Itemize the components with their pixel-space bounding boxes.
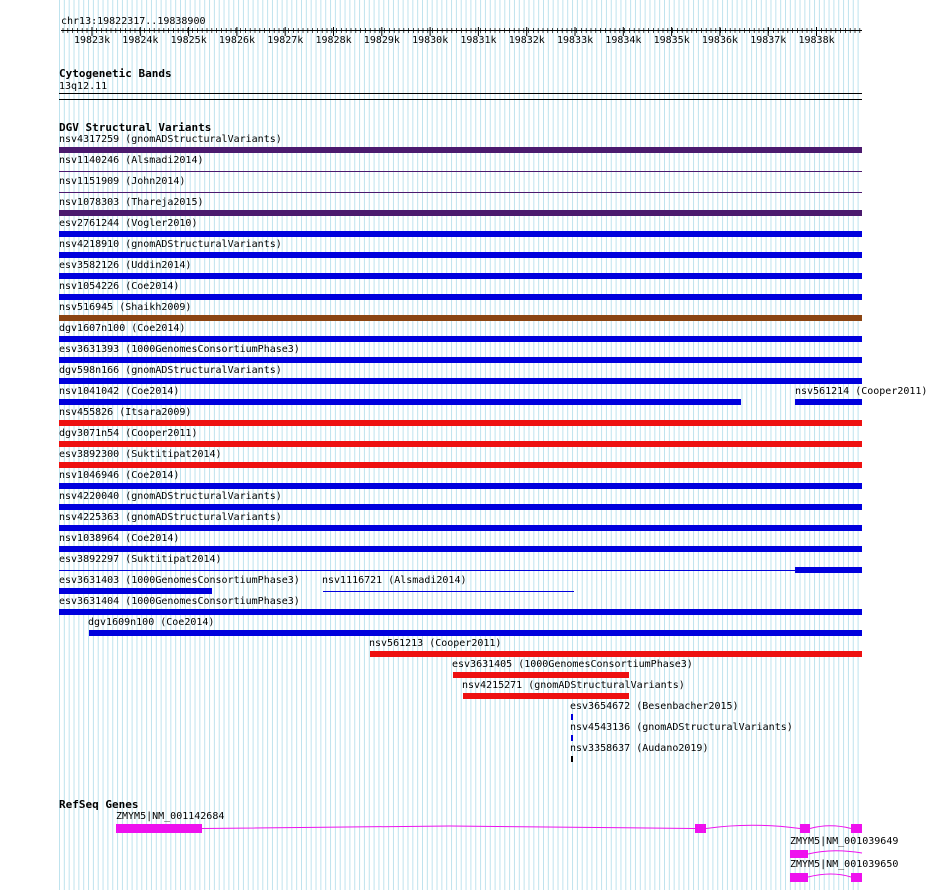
ruler-tick-label: 19835k [653, 35, 690, 46]
ruler-tick-label: 19823k [74, 35, 111, 46]
ruler-tick-label: 19825k [170, 35, 207, 46]
dgv-feature-label[interactable]: nsv1116721 (Alsmadi2014) [322, 575, 467, 586]
cytoband-label: 13q12.11 [59, 81, 108, 92]
dgv-feature-label[interactable]: esv3631404 (1000GenomesConsortiumPhase3) [59, 596, 300, 607]
ruler-tick-label: 19832k [508, 35, 545, 46]
dgv-feature-label[interactable]: nsv516945 (Shaikh2009) [59, 302, 192, 313]
dgv-feature-label[interactable]: dgv1607n100 (Coe2014) [59, 323, 186, 334]
dgv-feature-label[interactable]: dgv1609n100 (Coe2014) [88, 617, 215, 628]
dgv-feature-label[interactable]: nsv1054226 (Coe2014) [59, 281, 180, 292]
dgv-feature-label[interactable]: nsv561214 (Cooper2011) [795, 386, 927, 397]
gene-intron [810, 826, 851, 829]
dgv-feature-label[interactable]: esv3582126 (Uddin2014) [59, 260, 192, 271]
ruler-tick-label: 19833k [557, 35, 594, 46]
dgv-feature-label[interactable]: nsv3358637 (Audano2019) [570, 743, 709, 754]
refseq-gene-label[interactable]: ZMYM5|NM_001039649 [790, 836, 899, 847]
gene-intron [808, 874, 851, 877]
ruler-tick-label: 19830k [412, 35, 449, 46]
dgv-feature-label[interactable]: nsv561213 (Cooper2011) [369, 638, 502, 649]
gene-intron [706, 825, 800, 828]
dgv-feature-label[interactable]: nsv4218910 (gnomADStructuralVariants) [59, 239, 282, 250]
ruler-tick-label: 19836k [701, 35, 739, 46]
ruler-tick-label: 19827k [267, 35, 304, 46]
gene-exon [851, 873, 862, 882]
ruler-tick-label: 19837k [750, 35, 787, 46]
dgv-feature-label[interactable]: nsv1078303 (Thareja2015) [59, 197, 204, 208]
refseq-gene-label[interactable]: ZMYM5|NM_001039650 [790, 859, 899, 870]
gene-intron [808, 851, 862, 854]
dgv-feature-label[interactable]: nsv1151909 (John2014) [59, 176, 186, 187]
dgv-feature-label[interactable]: nsv4317259 (gnomADStructuralVariants) [59, 134, 282, 145]
coordinate-readout: chr13:19822317..19838900 [61, 16, 206, 27]
ruler-tick-label: 19828k [315, 35, 352, 46]
ruler-tick-label: 19829k [363, 35, 400, 46]
refseq-track-title: RefSeq Genes [59, 798, 139, 811]
dgv-feature-label[interactable]: nsv4225363 (gnomADStructuralVariants) [59, 512, 282, 523]
dgv-feature-label[interactable]: esv3654672 (Besenbacher2015) [570, 701, 739, 712]
dgv-feature-label[interactable]: esv2761244 (Vogler2010) [59, 218, 198, 229]
ruler-tick-label: 19831k [460, 35, 497, 46]
gene-intron [202, 826, 695, 829]
dgv-feature-label[interactable]: dgv598n166 (gnomADStructuralVariants) [59, 365, 282, 376]
dgv-feature-label[interactable]: nsv1041042 (Coe2014) [59, 386, 180, 397]
dgv-feature-label[interactable]: esv3631393 (1000GenomesConsortiumPhase3) [59, 344, 300, 355]
gene-exon [790, 850, 808, 858]
ruler-tick-label: 19834k [605, 35, 642, 46]
dgv-feature-label[interactable]: esv3631405 (1000GenomesConsortiumPhase3) [452, 659, 693, 670]
dgv-feature-label[interactable]: nsv4220040 (gnomADStructuralVariants) [59, 491, 282, 502]
gene-exon [790, 873, 808, 882]
dgv-feature-label[interactable]: esv3892297 (Suktitipat2014) [59, 554, 222, 565]
cytoband-track-title: Cytogenetic Bands [59, 67, 172, 80]
gene-exon [800, 824, 810, 833]
dgv-feature-label[interactable]: nsv1140246 (Alsmadi2014) [59, 155, 204, 166]
dgv-feature-label[interactable]: nsv455826 (Itsara2009) [59, 407, 192, 418]
gene-exon [851, 824, 862, 833]
ruler-tick-label: 19838k [798, 35, 835, 46]
ruler-tick-label: 19824k [122, 35, 159, 46]
gene-exon [695, 824, 706, 833]
ruler-tick-label: 19826k [218, 35, 256, 46]
dgv-feature-label[interactable]: nsv1046946 (Coe2014) [59, 470, 180, 481]
dgv-feature-label[interactable]: dgv3071n54 (Cooper2011) [59, 428, 198, 439]
dgv-feature-label[interactable]: esv3892300 (Suktitipat2014) [59, 449, 222, 460]
gene-exon [116, 824, 202, 833]
dgv-feature-label[interactable]: nsv4543136 (gnomADStructuralVariants) [570, 722, 793, 733]
dgv-feature-label[interactable]: nsv4215271 (gnomADStructuralVariants) [462, 680, 685, 691]
refseq-gene-label[interactable]: ZMYM5|NM_001142684 [116, 811, 225, 822]
dgv-track-title: DGV Structural Variants [59, 121, 212, 134]
dgv-feature-label[interactable]: nsv1038964 (Coe2014) [59, 533, 180, 544]
dgv-feature-label[interactable]: esv3631403 (1000GenomesConsortiumPhase3) [59, 575, 300, 586]
